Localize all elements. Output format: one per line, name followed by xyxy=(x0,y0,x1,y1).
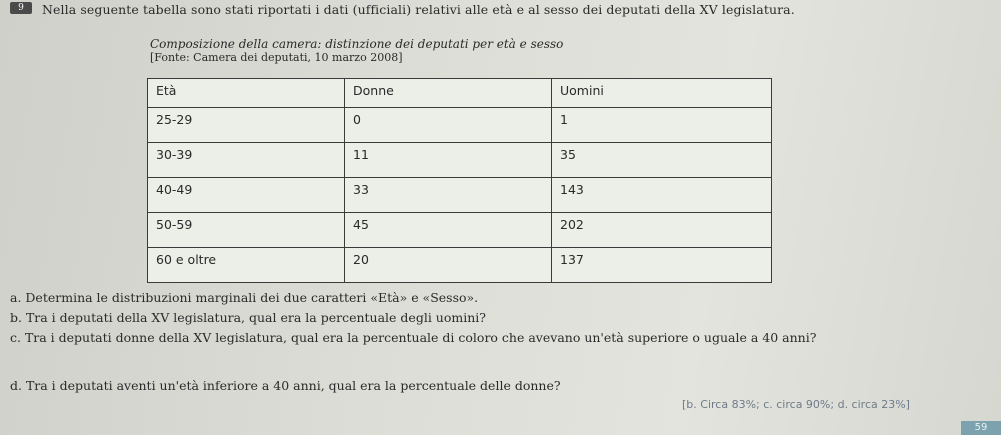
cell-women: 11 xyxy=(345,143,552,178)
question-b: b. Tra i deputati della XV legislatura, qual era la percentuale degli uomini? xyxy=(10,310,486,325)
table-row xyxy=(148,248,772,283)
cell-age: 60 e oltre xyxy=(148,248,345,283)
cell-men: 143 xyxy=(552,178,772,213)
data-table xyxy=(147,78,772,283)
question-a: a. Determina le distribuzioni marginali dei due caratteri «Età» e «Sesso». xyxy=(10,290,479,305)
cell-men: 137 xyxy=(552,248,772,283)
cell-men: 202 xyxy=(552,213,772,248)
header-eta: Età xyxy=(148,79,345,108)
cell-age: 25-29 xyxy=(148,108,345,143)
cell-men: 35 xyxy=(552,143,772,178)
cell-age: 40-49 xyxy=(148,178,345,213)
cell-age: 50-59 xyxy=(148,213,345,248)
table-row xyxy=(148,108,772,143)
exercise-intro: Nella seguente tabella sono stati riportati i dati (ufficiali) relativi alle età e al sesso dei deputati della XV legislatura. xyxy=(42,2,795,17)
table-header-row xyxy=(148,79,772,108)
question-c: c. Tra i deputati donne della XV legislatura, qual era la percentuale di coloro che avevano un'età superiore o uguale a 40 anni? xyxy=(10,330,817,345)
table-source: [Fonte: Camera dei deputati, 10 marzo 2008] xyxy=(150,51,403,64)
answers-key: [b. Circa 83%; c. circa 90%; d. circa 23%] xyxy=(682,398,910,411)
page-number: 59 xyxy=(961,421,1001,435)
question-d: d. Tra i deputati aventi un'età inferiore a 40 anni, qual era la percentuale delle donne? xyxy=(10,378,561,393)
table-row xyxy=(148,178,772,213)
table-caption: Composizione della camera: distinzione dei deputati per età e sesso xyxy=(150,37,564,51)
header-donne: Donne xyxy=(345,79,552,108)
table-row xyxy=(148,143,772,178)
cell-age: 30-39 xyxy=(148,143,345,178)
cell-women: 45 xyxy=(345,213,552,248)
cell-women: 20 xyxy=(345,248,552,283)
cell-women: 33 xyxy=(345,178,552,213)
cell-men: 1 xyxy=(552,108,772,143)
table-row xyxy=(148,213,772,248)
header-uomini: Uomini xyxy=(552,79,772,108)
cell-women: 0 xyxy=(345,108,552,143)
exercise-number-badge: 9 xyxy=(10,2,32,14)
